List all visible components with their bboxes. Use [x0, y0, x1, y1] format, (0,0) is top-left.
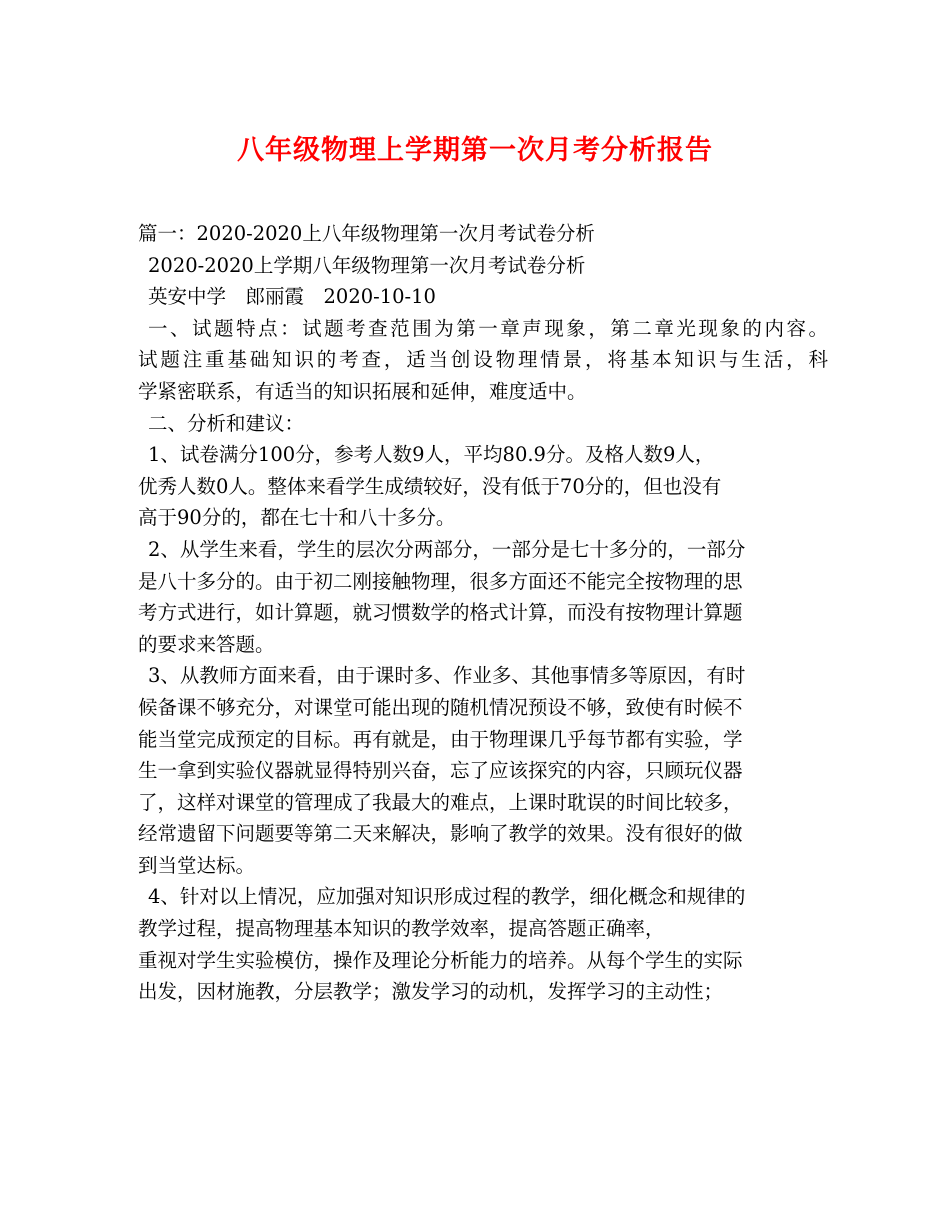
text-line: 学紧密联系，有适当的知识拓展和延伸，难度适中。	[138, 379, 587, 403]
document-body	[138, 218, 828, 1008]
document-title: 八年级物理上学期第一次月考分析报告	[237, 135, 713, 166]
text-line: 经常遗留下问题要等第二天来解决，影响了教学的效果。没有很好的做	[138, 822, 743, 846]
text-line: 高于90分的，都在七十和八十多分。	[138, 506, 456, 530]
text-line: 教学过程，提高物理基本知识的教学效率，提高答题正确率，	[138, 917, 665, 941]
text-line: 到当堂达标。	[138, 853, 256, 877]
text-line: 4、针对以上情况，应加强对知识形成过程的教学，细化概念和规律的	[148, 885, 746, 909]
text-line: 的要求来答题。	[138, 632, 275, 656]
text-line: 英安中学 郎丽霞 2020-10-10	[148, 285, 436, 309]
text-line: 一、试题特点：试题考查范围为第一章声现象，第二章光现象的内容。	[148, 316, 828, 340]
text-line: 篇一：2020-2020上八年级物理第一次月考试卷分析	[138, 222, 595, 245]
text-line: 考方式进行，如计算题，就习惯数学的格式计算，而没有按物理计算题	[138, 601, 743, 625]
text-line: 二、分析和建议：	[148, 411, 305, 435]
text-line: 候备课不够充分，对课堂可能出现的随机情况预设不够，致使有时候不	[138, 695, 743, 719]
text-line: 出发，因材施教，分层教学；激发学习的动机，发挥学习的主动性；	[138, 980, 724, 1004]
text-line: 2、从学生来看，学生的层次分两部分，一部分是七十多分的，一部分	[148, 537, 746, 561]
text-line: 3、从教师方面来看，由于课时多、作业多、其他事情多等原因，有时	[148, 664, 746, 688]
text-line: 1、试卷满分100分，参考人数9人，平均80.9分。及格人数9人，	[148, 443, 715, 467]
text-line: 是八十多分的。由于初二刚接触物理，很多方面还不能完全按物理的思	[138, 569, 743, 593]
text-line: 生一拿到实验仪器就显得特别兴奋，忘了应该探究的内容，只顾玩仪器	[138, 759, 743, 783]
text-line: 重视对学生实验模仿，操作及理论分析能力的培养。从每个学生的实际	[138, 948, 743, 972]
text-line: 试题注重基础知识的考查，适当创设物理情景，将基本知识与生活，科	[138, 348, 828, 372]
text-line: 能当堂完成预定的目标。再有就是，由于物理课几乎每节都有实验，学	[138, 727, 743, 751]
text-line: 了，这样对课堂的管理成了我最大的难点，上课时耽误的时间比较多，	[138, 790, 743, 814]
text-line: 2020-2020上学期八年级物理第一次月考试卷分析	[148, 253, 586, 277]
text-line: 优秀人数0人。整体来看学生成绩较好，没有低于70分的，但也没有	[138, 474, 722, 498]
